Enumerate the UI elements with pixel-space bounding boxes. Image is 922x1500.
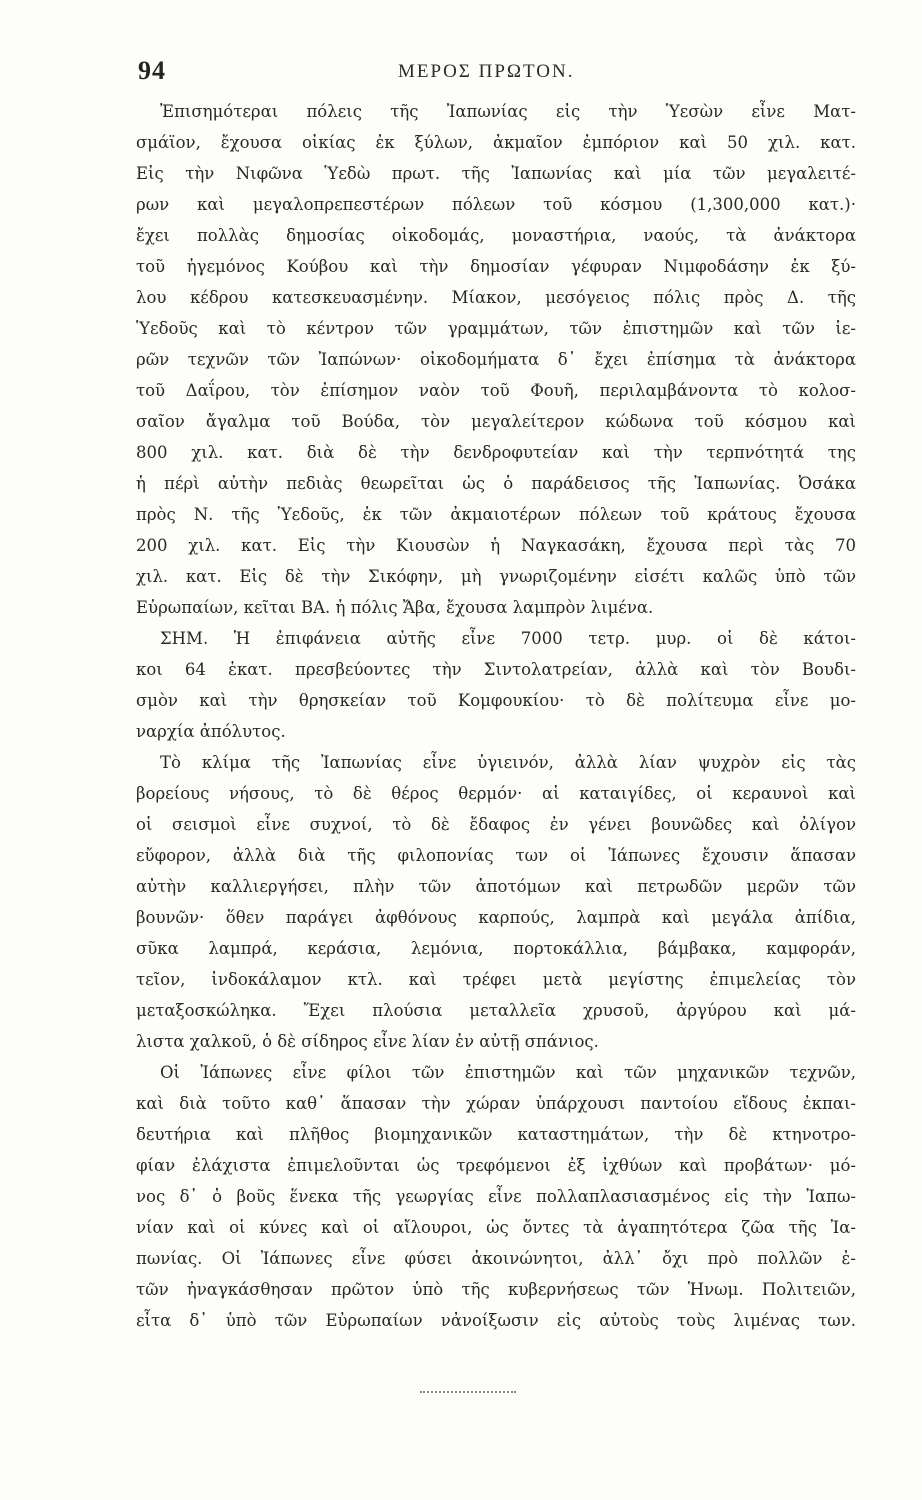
text-line: Εὐρωπαίων, κεῖται ΒΑ. ἡ πόλις Ἄβα, ἔχουσα λαμπρὸν λιμένα. <box>136 598 654 617</box>
text-line: μεταξοσκώληκα. Ἔχει πλούσια μεταλλεῖα χρυσοῦ, ἀργύρου καὶ μά- <box>136 1001 856 1020</box>
text-line: Εἰς τὴν Νιφῶνα Ὑεδὼ πρωτ. τῆς Ἰαπωνίας καὶ μία τῶν μεγαλειτέ- <box>136 164 856 183</box>
section-divider <box>420 1391 516 1393</box>
text-line: ἡ πέρὶ αὐτὴν πεδιὰς θεωρεῖται ὡς ὁ παράδεισος τῆς Ἰαπωνίας. Ὀσάκα <box>136 474 856 493</box>
text-line: εὔφορον, ἀλλὰ διὰ τῆς φιλοπονίας των οἱ Ἰάπωνες ἔχουσιν ἅπασαν <box>136 846 856 865</box>
text-line: δευτήρια καὶ πλῆθος βιομηχανικῶν καταστημάτων, τὴν δὲ κτηνοτρο- <box>136 1125 856 1144</box>
text-line: τῶν ἠναγκάσθησαν πρῶτον ὑπὸ τῆς κυβερνήσεως τῶν Ἡνωμ. Πολιτειῶν, <box>136 1280 856 1299</box>
text-line: αὐτὴν καλλιεργήσει, πλὴν τῶν ἀποτόμων καὶ πετρωδῶν μερῶν τῶν <box>136 877 856 896</box>
text-line: ναρχία ἀπόλυτος. <box>136 722 286 741</box>
text-line: πρὸς Ν. τῆς Ὑεδοῦς, ἐκ τῶν ἀκμαιοτέρων πόλεων τοῦ κράτους ἔχουσα <box>136 505 856 524</box>
text-line: νίαν καὶ οἱ κύνες καὶ οἱ αἴλουροι, ὡς ὄντες τὰ ἀγαπητότερα ζῶα τῆς Ἰα- <box>136 1218 856 1237</box>
text-line: εἶτα δ᾽ ὑπὸ τῶν Εὐρωπαίων νἀνοίξωσιν εἰς αὐτοὺς τοὺς λιμένας των. <box>136 1311 856 1330</box>
text-line: χιλ. κατ. Εἰς δὲ τὴν Σικόφην, μὴ γνωριζομένην εἰσέτι καλῶς ὑπὸ τῶν <box>136 567 856 586</box>
text-line: βορείους νήσους, τὸ δὲ θέρος θερμόν· αἱ καταιγίδες, οἱ κεραυνοὶ καὶ <box>136 784 856 803</box>
text-line: νος δ᾽ ὁ βοῦς ἕνεκα τῆς γεωργίας εἶνε πολλαπλασιασμένος εἰς τὴν Ἰαπω- <box>136 1187 856 1206</box>
text-line: 200 χιλ. κατ. Εἰς τὴν Κιουσὼν ἡ Ναγκασάκη, ἔχουσα περὶ τὰς 70 <box>136 536 856 555</box>
text-line: καὶ διὰ τοῦτο καθ᾽ ἅπασαν τὴν χώραν ὑπάρχουσι παντοίου εἴδους ἐκπαι- <box>136 1094 856 1113</box>
text-line: τεῖον, ἰνδοκάλαμον κτλ. καὶ τρέφει μετὰ μεγίστης ἐπιμελείας τὸν <box>136 970 856 989</box>
text-line: Τὸ κλίμα τῆς Ἰαπωνίας εἶνε ὑγιεινόν, ἀλλὰ λίαν ψυχρὸν εἰς τὰς <box>160 753 856 772</box>
text-line: τοῦ Δαΐρου, τὸν ἐπίσημον ναὸν τοῦ Φουῆ, περιλαμβάνοντα τὸ κολοσ- <box>136 381 856 400</box>
running-head: ΜΕΡΟΣ ΠΡΩΤΟΝ. <box>398 61 575 82</box>
text-line: πωνίας. Οἱ Ἰάπωνες εἶνε φύσει ἀκοινώνητοι, ἀλλ᾽ ὄχι πρὸ πολλῶν ἐ- <box>136 1249 856 1268</box>
text-line: κοι 64 ἑκατ. πρεσβεύοντες τὴν Σιντολατρείαν, ἀλλὰ καὶ τὸν Βουδι- <box>136 660 856 679</box>
text-line: Ὑεδοῦς καὶ τὸ κέντρον τῶν γραμμάτων, τῶν ἐπιστημῶν καὶ τῶν ἱε- <box>136 319 856 338</box>
text-line: ἔχει πολλὰς δημοσίας οἰκοδομάς, μοναστήρια, ναούς, τὰ ἀνάκτορα <box>136 226 856 245</box>
text-line: ΣΗΜ. Ἡ ἐπιφάνεια αὐτῆς εἶνε 7000 τετρ. μυρ. οἱ δὲ κάτοι- <box>160 629 856 648</box>
text-line: σῦκα λαμπρά, κεράσια, λεμόνια, πορτοκάλλια, βάμβακα, καμφοράν, <box>136 939 856 958</box>
body-text <box>136 96 856 1336</box>
page-header <box>138 56 854 88</box>
text-line: Ἐπισημότεραι πόλεις τῆς Ἰαπωνίας εἰς τὴν Ὑεσὼν εἶνε Ματ- <box>160 102 856 121</box>
text-line: ρων καὶ μεγαλοπρεπεστέρων πόλεων τοῦ κόσμου (1,300,000 κατ.)· <box>136 195 856 214</box>
text-line: 800 χιλ. κατ. διὰ δὲ τὴν δενδροφυτείαν καὶ τὴν τερπνότητά της <box>136 443 856 462</box>
text-line: σαῖον ἄγαλμα τοῦ Βούδα, τὸν μεγαλείτερον κώδωνα τοῦ κόσμου καὶ <box>136 412 856 431</box>
text-line: οἱ σεισμοὶ εἶνε συχνοί, τὸ δὲ ἔδαφος ἐν γένει βουνῶδες καὶ ὀλίγον <box>136 815 856 834</box>
text-line: λου κέδρου κατεσκευασμένην. Μίακον, μεσόγειος πόλις πρὸς Δ. τῆς <box>136 288 856 307</box>
text-line: σμάϊον, ἔχουσα οἰκίας ἐκ ξύλων, ἀκμαῖον ἐμπόριον καὶ 50 χιλ. κατ. <box>136 133 856 152</box>
text-line: σμὸν καὶ τὴν θρησκείαν τοῦ Κομφουκίου· τὸ δὲ πολίτευμα εἶνε μο- <box>136 691 856 710</box>
text-line: φίαν ἐλάχιστα ἐπιμελοῦνται ὡς τρεφόμενοι ἐξ ἰχθύων καὶ προβάτων· μό- <box>136 1156 856 1175</box>
text-line: τοῦ ἡγεμόνος Κούβου καὶ τὴν δημοσίαν γέφυραν Νιμφοδάσην ἐκ ξύ- <box>136 257 856 276</box>
text-line: ρῶν τεχνῶν τῶν Ἰαπώνων· οἰκοδομήματα δ᾽ ἔχει ἐπίσημα τὰ ἀνάκτορα <box>136 350 856 369</box>
text-line: λιστα χαλκοῦ, ὁ δὲ σίδηρος εἶνε λίαν ἐν αὐτῇ σπάνιος. <box>136 1032 599 1051</box>
text-line: βουνῶν· ὅθεν παράγει ἀφθόνους καρπούς, λαμπρὰ καὶ μεγάλα ἀπίδια, <box>136 908 856 927</box>
page-number: 94 <box>138 56 166 85</box>
text-line: Οἱ Ἰάπωνες εἶνε φίλοι τῶν ἐπιστημῶν καὶ τῶν μηχανικῶν τεχνῶν, <box>160 1063 856 1082</box>
